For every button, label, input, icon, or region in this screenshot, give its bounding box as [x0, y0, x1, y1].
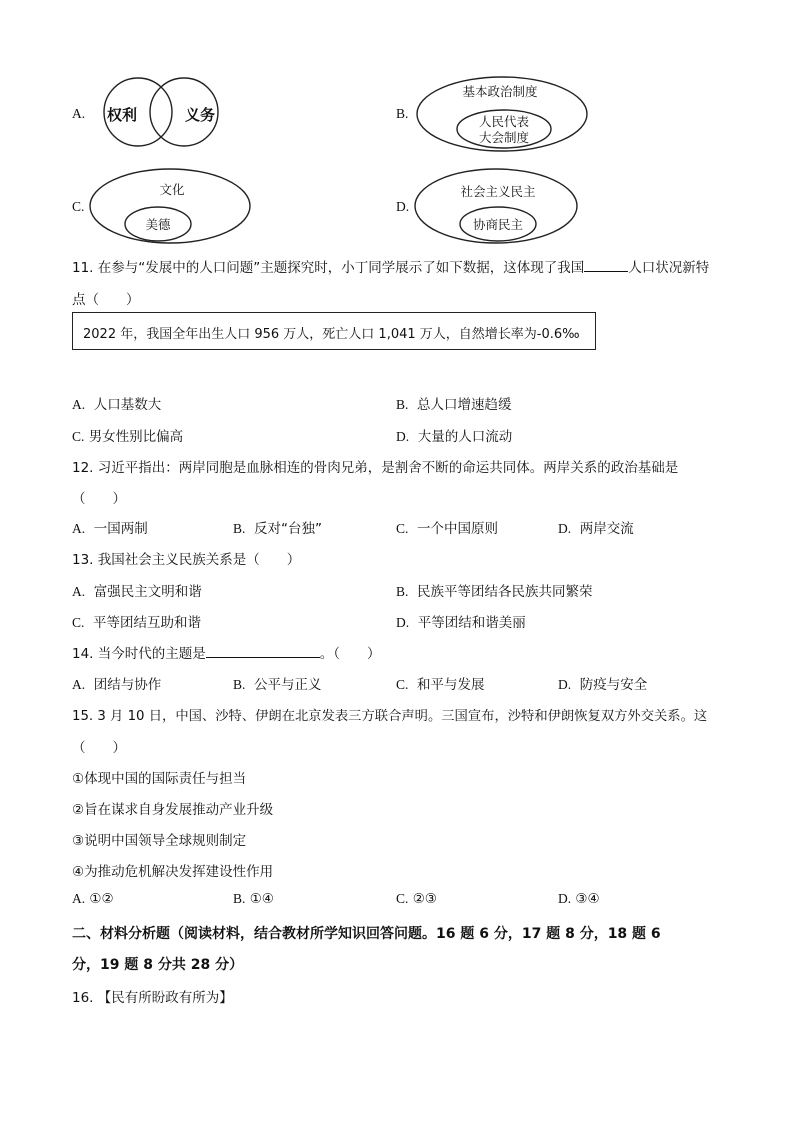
q12-option-a: A. 一国两制 — [72, 521, 148, 537]
q13-option-b: B. 民族平等团结各民族共同繁荣 — [396, 584, 593, 600]
q16-label: 16. 【民有所盼政有所为】 — [72, 990, 233, 1006]
q11-material-text: 2022 年，我国全年出生人口 956 万人，死亡人口 1,041 万人，自然增长率为-0.6‰ — [83, 327, 580, 342]
section2-title-line1: 二、材料分析题（阅读材料，结合教材所学知识回答问题。16 题 6 分，17 题 8 分，18 题 6 — [72, 926, 661, 942]
option-a-letter: A. — [72, 106, 86, 121]
q13-option-d: D. 平等团结和谐美丽 — [396, 615, 526, 631]
q13-option-a: A. 富强民主文明和谐 — [72, 584, 202, 600]
venn-diagram-rights-duties — [90, 76, 230, 148]
q14-blank — [206, 645, 320, 658]
q11-stem-part2: 人口状况新特 — [628, 260, 710, 276]
q11-stem — [72, 256, 709, 276]
q14-stem-part2: 。（ ） — [319, 646, 381, 662]
q11-material-box — [72, 312, 596, 350]
q11-stem-part1: 11. 在参与“发展中的人口问题”主题探究时，小丁同学展示了如下数据，这体现了我国 — [72, 260, 585, 276]
q15-option-c: C. ②③ — [396, 891, 437, 907]
q15-option-a: A. ①② — [72, 891, 114, 907]
q15-stem: 15. 3 月 10 日，中国、沙特、伊朗在北京发表三方联合声明。三国宣布，沙特和伊朗恢复双方外交关系。这 — [72, 709, 708, 724]
q15-option-d: D. ③④ — [558, 891, 600, 907]
q13-stem: 13. 我国社会主义民族关系是（ ） — [72, 552, 301, 568]
q11-option-a: A. 人口基数大 — [72, 397, 162, 413]
q12-stem: 12. 习近平指出：两岸同胞是血脉相连的骨肉兄弟，是割舍不断的命运共同体。两岸关系的政治基础是 — [72, 460, 679, 476]
q15-option-b: B. ①④ — [233, 891, 274, 907]
q11-option-b: B. 总人口增速趋缓 — [396, 397, 512, 413]
q15-statement-1: ①体现中国的国际责任与担当 — [72, 771, 247, 787]
option-d-letter: D. — [396, 199, 410, 214]
nested-ellipse-diagram-b — [412, 74, 592, 154]
q11-stem-line2: 点（ ） — [72, 292, 140, 308]
q14-option-b: B. 公平与正义 — [233, 677, 322, 693]
venn-right-label: 义务 — [184, 106, 216, 124]
option-b-letter: B. — [396, 106, 409, 121]
q15-stem-line2: （ ） — [72, 740, 126, 756]
inner-label: 协商民主 — [472, 217, 524, 232]
q15-statement-2: ②旨在谋求自身发展推动产业升级 — [72, 802, 274, 818]
q14-option-c: C. 和平与发展 — [396, 677, 485, 693]
q12-option-b: B. 反对“台独” — [233, 521, 322, 537]
inner-label-line1: 人民代表 — [478, 114, 530, 129]
option-c-letter: C. — [72, 199, 85, 214]
nested-ellipse-diagram-c — [88, 166, 254, 246]
inner-label-line2: 大会制度 — [478, 130, 530, 145]
q13-option-c: C. 平等团结互助和谐 — [72, 615, 201, 631]
q14-stem-part1: 14. 当今时代的主题是 — [72, 646, 206, 662]
q12-option-d: D. 两岸交流 — [558, 521, 634, 537]
inner-label: 美德 — [145, 217, 171, 232]
q11-blank — [584, 259, 628, 272]
q14-option-d: D. 防疫与安全 — [558, 677, 648, 693]
q15-statement-3: ③说明中国领导全球规则制定 — [72, 833, 247, 849]
outer-label: 文化 — [159, 182, 185, 197]
q12-option-c: C. 一个中国原则 — [396, 521, 498, 537]
q11-option-d: D. 大量的人口流动 — [396, 429, 513, 445]
venn-left-label: 权利 — [106, 106, 138, 124]
nested-ellipse-diagram-d — [412, 166, 582, 246]
q12-stem-line2: （ ） — [72, 491, 126, 507]
q14-option-a: A. 团结与协作 — [72, 677, 162, 693]
q14-stem — [72, 642, 381, 662]
q15-statement-4: ④为推动危机解决发挥建设性作用 — [72, 864, 274, 880]
outer-label: 基本政治制度 — [462, 84, 538, 99]
q11-option-c: C. 男女性别比偏高 — [72, 429, 184, 445]
outer-label: 社会主义民主 — [460, 184, 536, 199]
section2-title-line2: 分，19 题 8 分共 28 分） — [72, 957, 244, 973]
